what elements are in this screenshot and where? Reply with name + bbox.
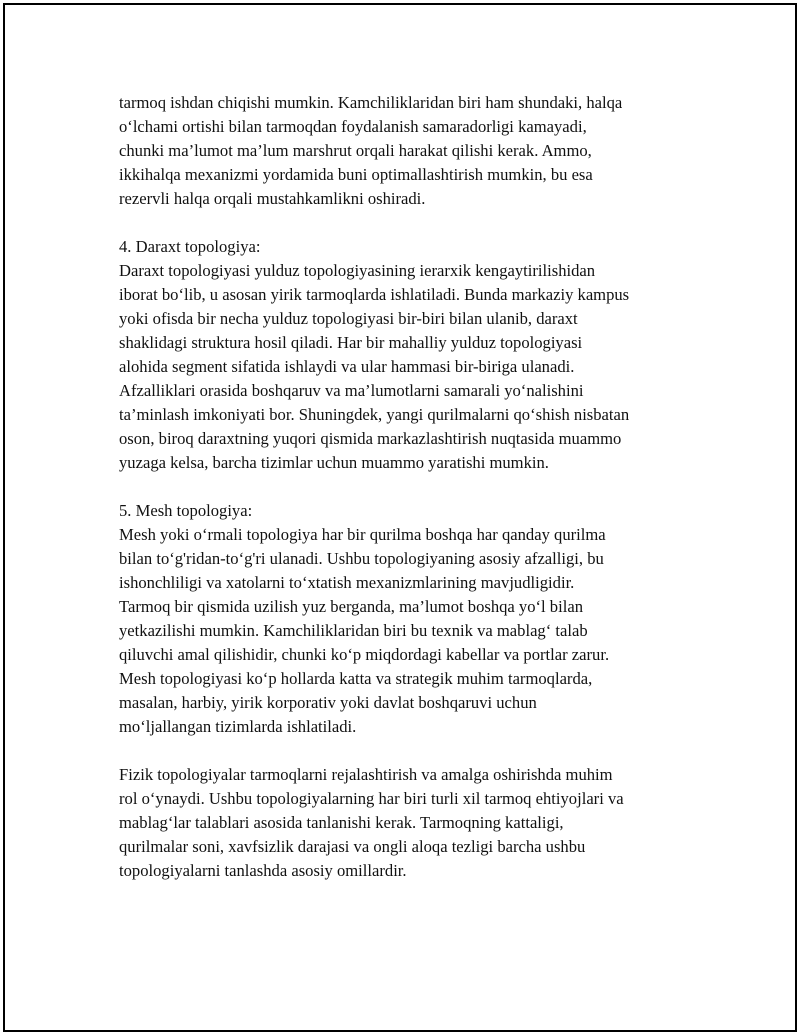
- text-line: iborat bo‘lib, u asosan yirik tarmoqlarda ishlatiladi. Bunda markaziy kampus: [119, 285, 630, 304]
- text-line: ta’minlash imkoniyati bor. Shuningdek, yangi qurilmalarni qo‘shish nisbatan: [119, 405, 630, 424]
- text-line: mablag‘lar talablari asosida tanlanishi kerak. Tarmoqning kattaligi,: [119, 813, 564, 832]
- text-line: Fizik topologiyalar tarmoqlarni rejalashtirish va amalga oshirishda muhim: [119, 765, 613, 784]
- text-line: masalan, harbiy, yirik korporativ yoki davlat boshqaruvi uchun: [119, 693, 537, 712]
- section-mesh-topology: [119, 499, 709, 739]
- section-tree-topology: [119, 235, 709, 475]
- text-line: qiluvchi amal qilishidir, chunki ko‘p miqdordagi kabellar va portlar zarur.: [119, 645, 610, 664]
- text-line: yetkazilishi mumkin. Kamchiliklaridan biri bu texnik va mablag‘ talab: [119, 621, 588, 640]
- text-line: rol o‘ynaydi. Ushbu topologiyalarning har biri turli xil tarmoq ehtiyojlari va: [119, 789, 624, 808]
- text-line: ishonchliligi va xatolarni to‘xtatish mexanizmlarining mavjudligidir.: [119, 573, 575, 592]
- text-line: Daraxt topologiyasi yulduz topologiyasining ierarxik kengaytirilishidan: [119, 261, 596, 280]
- document-body: [119, 91, 709, 907]
- text-line: bilan to‘g'ridan-to‘g'ri ulanadi. Ushbu topologiyaning asosiy afzalligi, bu: [119, 549, 604, 568]
- section-heading: 4. Daraxt topologiya:: [119, 237, 261, 256]
- text-line: Afzalliklari orasida boshqaruv va ma’lumotlarni samarali yo‘nalishini: [119, 381, 584, 400]
- text-line: rezervli halqa orqali mustahkamlikni oshiradi.: [119, 189, 426, 208]
- text-line: Mesh yoki o‘rmali topologiya har bir qurilma boshqa har qanday qurilma: [119, 525, 606, 544]
- text-line: Tarmoq bir qismida uzilish yuz berganda, ma’lumot boshqa yo‘l bilan: [119, 597, 583, 616]
- text-line: yoki ofisda bir necha yulduz topologiyasi bir-biri bilan ulanib, daraxt: [119, 309, 578, 328]
- text-line: o‘lchami ortishi bilan tarmoqdan foydalanish samaradorligi kamayadi,: [119, 117, 587, 136]
- text-line: Mesh topologiyasi ko‘p hollarda katta va strategik muhim tarmoqlarda,: [119, 669, 593, 688]
- text-line: alohida segment sifatida ishlaydi va ular hammasi bir-biriga ulanadi.: [119, 357, 575, 376]
- text-line: ikkihalqa mexanizmi yordamida buni optimallashtirish mumkin, bu esa: [119, 165, 593, 184]
- text-line: tarmoq ishdan chiqishi mumkin. Kamchiliklaridan biri ham shundaki, halqa: [119, 93, 623, 112]
- text-line: oson, biroq daraxtning yuqori qismida markazlashtirish nuqtasida muammo: [119, 429, 622, 448]
- paragraph-conclusion: [119, 763, 709, 883]
- section-heading: 5. Mesh topologiya:: [119, 501, 253, 520]
- text-line: mo‘ljallangan tizimlarda ishlatiladi.: [119, 717, 357, 736]
- paragraph-ring-topology-end: [119, 91, 709, 211]
- text-line: chunki ma’lumot ma’lum marshrut orqali harakat qilishi kerak. Ammo,: [119, 141, 592, 160]
- text-line: qurilmalar soni, xavfsizlik darajasi va ongli aloqa tezligi barcha ushbu: [119, 837, 586, 856]
- text-line: topologiyalarni tanlashda asosiy omillardir.: [119, 861, 407, 880]
- text-line: yuzaga kelsa, barcha tizimlar uchun muammo yaratishi mumkin.: [119, 453, 549, 472]
- text-line: shaklidagi struktura hosil qiladi. Har bir mahalliy yulduz topologiyasi: [119, 333, 583, 352]
